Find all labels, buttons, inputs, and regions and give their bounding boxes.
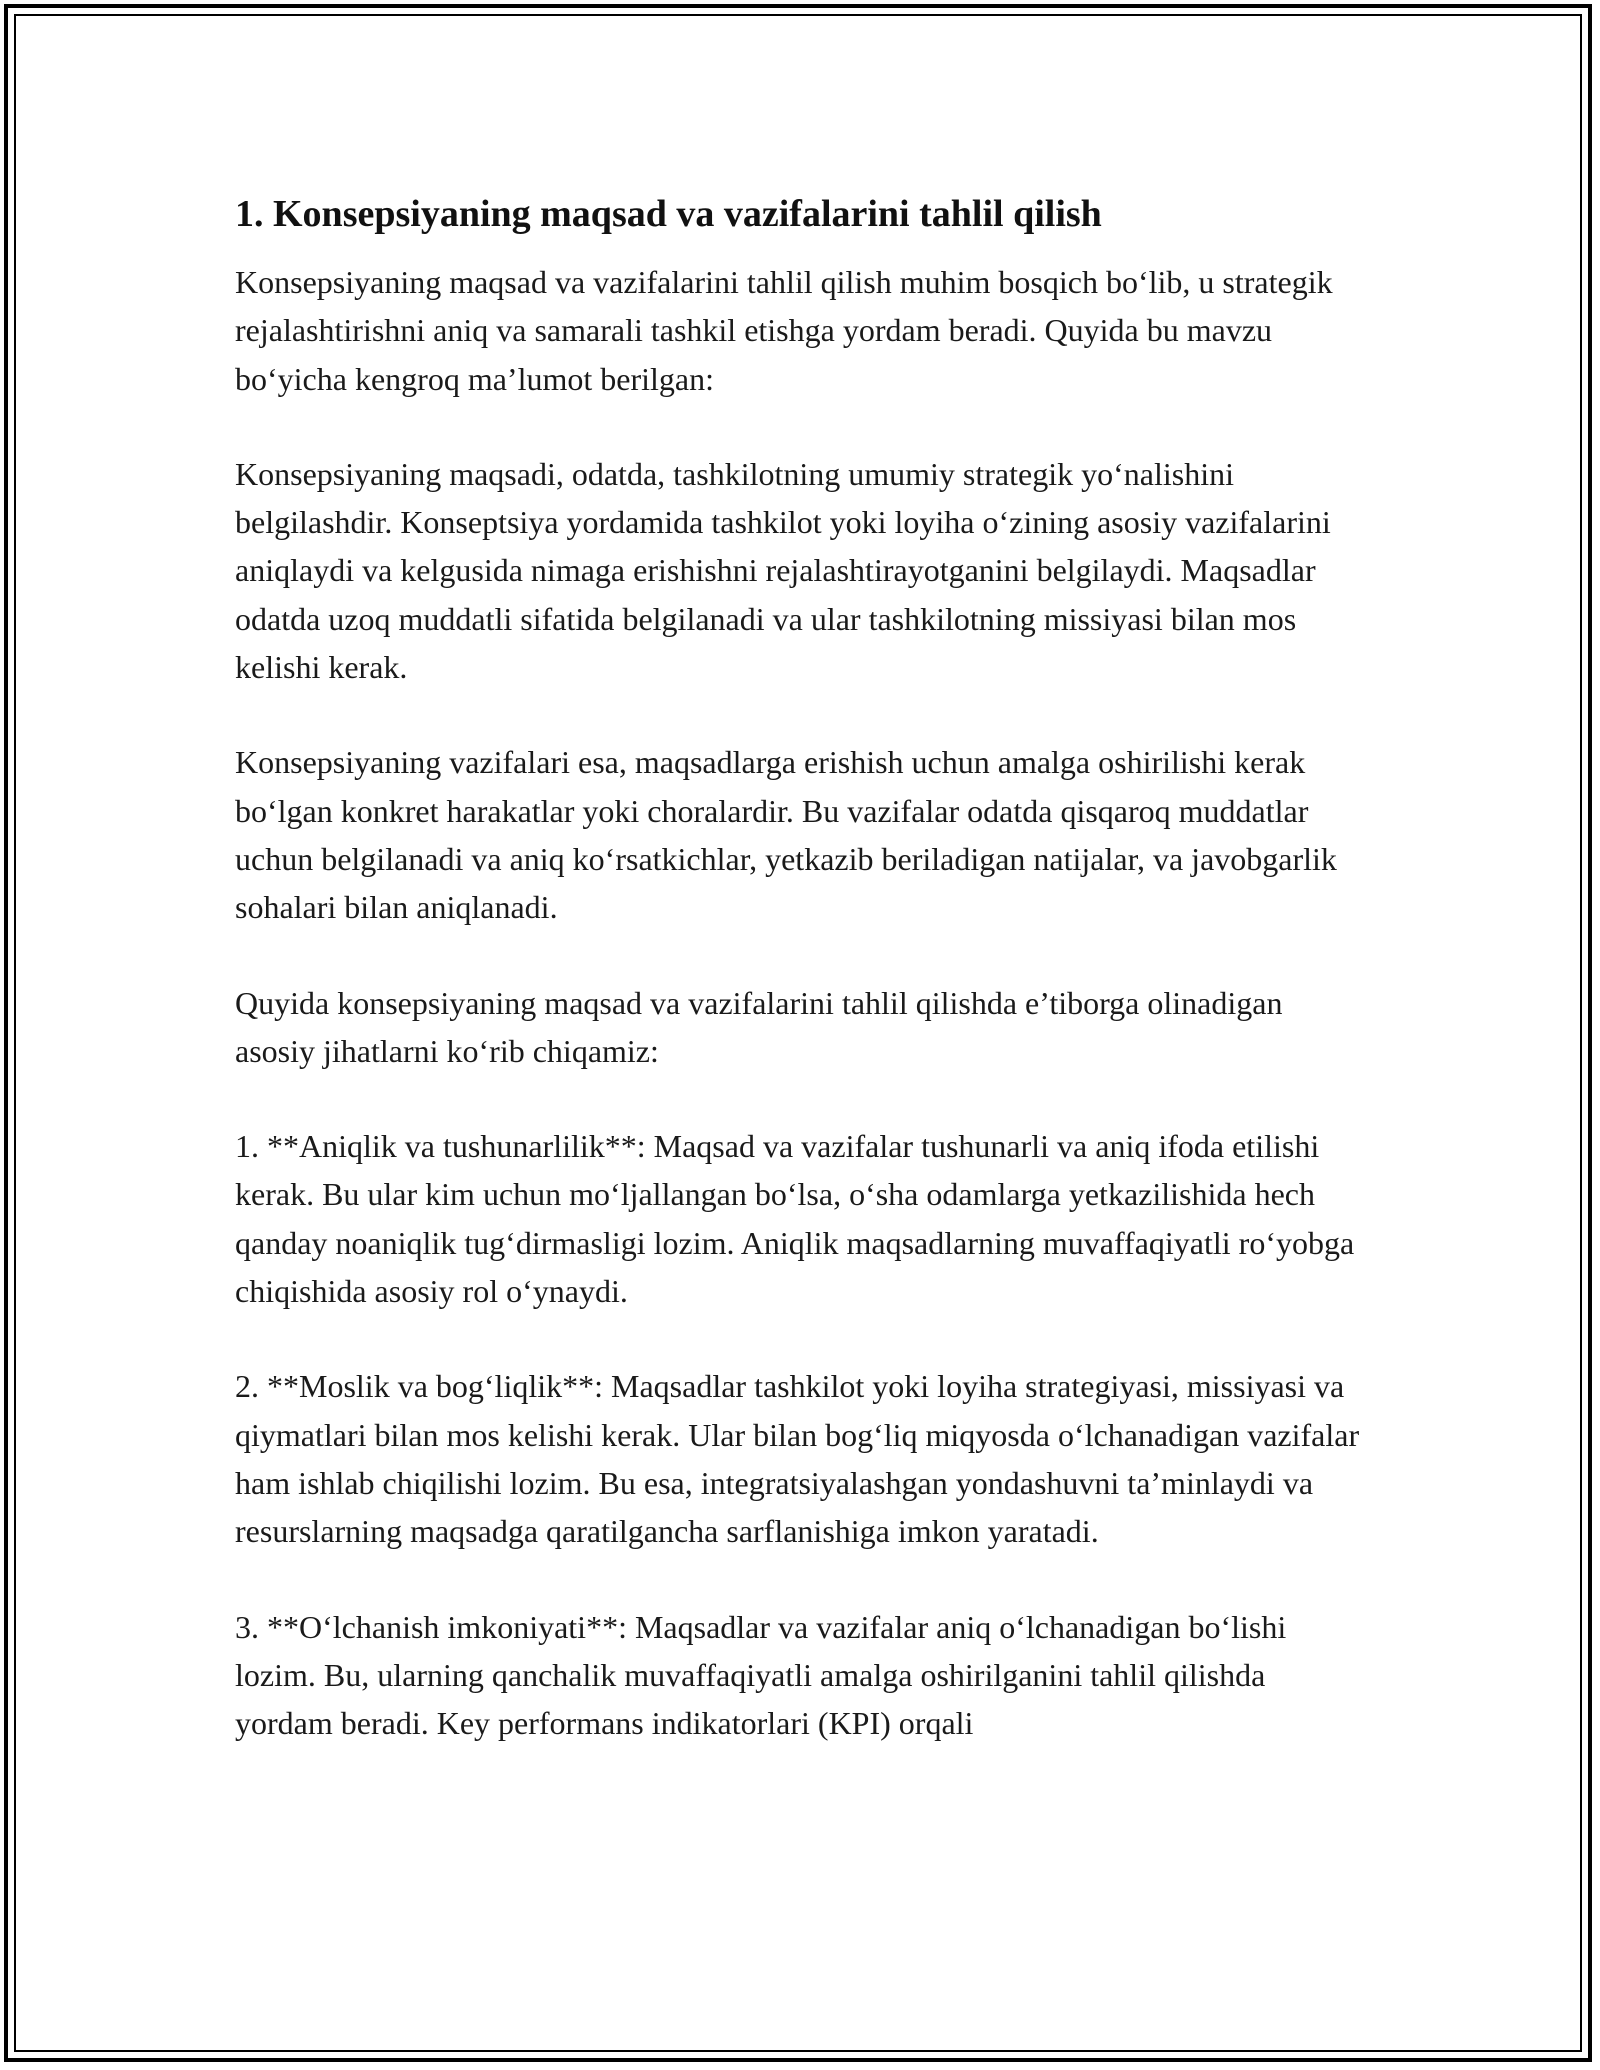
paragraph-tasks: Konsepsiyaning vazifalari esa, maqsadlarga erishish uchun amalga oshirilishi kerak bo‘lgan konkret harakatlar yoki choralardir. Bu vazifalar odatda qisqaroq muddatlar uchun belgilanadi va aniq ko‘rsatkichlar, yetkazib beriladigan natijalar, va javobgarlik sohalari bilan aniqlanadi. (235, 744, 1337, 926)
paragraph-aspects-intro: Quyida konsepsiyaning maqsad va vazifalarini tahlil qilishda e’tiborga olinadigan asosiy jihatlarni ko‘rib chiqamiz: (235, 984, 1283, 1069)
paragraph-intro: Konsepsiyaning maqsad va vazifalarini tahlil qilish muhim bosqich bo‘lib, u strategik rejalashtirishni aniq va samarali tashkil etishga yordam beradi. Quyida bu mavzu bo‘yicha kengroq ma’lumot berilgan: (235, 264, 1333, 397)
paragraph-purpose: Konsepsiyaning maqsadi, odatda, tashkilotning umumiy strategik yo‘nalishini belgilashdir. Konseptsiya yordamida tashkilot yoki loyiha o‘zining asosiy vazifalarini aniqlaydi va kelgusida nimaga erishishni rejalashtirayotganini belgilaydi. Maqsadlar odatda uzoq muddatli sifatida belgilanadi va ular tashkilotning missiyasi bilan mos kelishi kerak. (235, 455, 1331, 686)
document-body (235, 186, 1365, 1794)
list-item-clarity: 1. **Aniqlik va tushunarlilik**: Maqsad va vazifalar tushunarli va aniq ifoda etilishi kerak. Bu ular kim uchun mo‘ljallangan bo‘lsa, o‘sha odamlarga yetkazilishida hech qanday noaniqlik tug‘dirmasligi lozim. Aniqlik maqsadlarning muvaffaqiyatli ro‘yobga chiqishida asosiy rol o‘ynaydi. (235, 1128, 1355, 1310)
document-title: 1. Konsepsiyaning maqsad va vazifalarini tahlil qilish (235, 193, 1102, 235)
list-item-measurability: 3. **O‘lchanish imkoniyati**: Maqsadlar va vazifalar aniq o‘lchanadigan bo‘lishi lozim. Bu, ularning qanchalik muvaffaqiyatli amalga oshirilganini tahlil qilishda yordam beradi. Key performans indikatorlari (KPI) orqali (235, 1608, 1287, 1742)
list-item-alignment: 2. **Moslik va bog‘liqlik**: Maqsadlar tashkilot yoki loyiha strategiyasi, missiyasi va qiymatlari bilan mos kelishi kerak. Ular bilan bog‘liq miqyosda o‘lchanadigan vazifalar ham ishlab chiqilishi lozim. Bu esa, integratsiyalashgan yondashuvni ta’minlaydi va resurslarning maqsadga qaratilgancha sarflanishiga imkon yaratadi. (235, 1368, 1360, 1550)
